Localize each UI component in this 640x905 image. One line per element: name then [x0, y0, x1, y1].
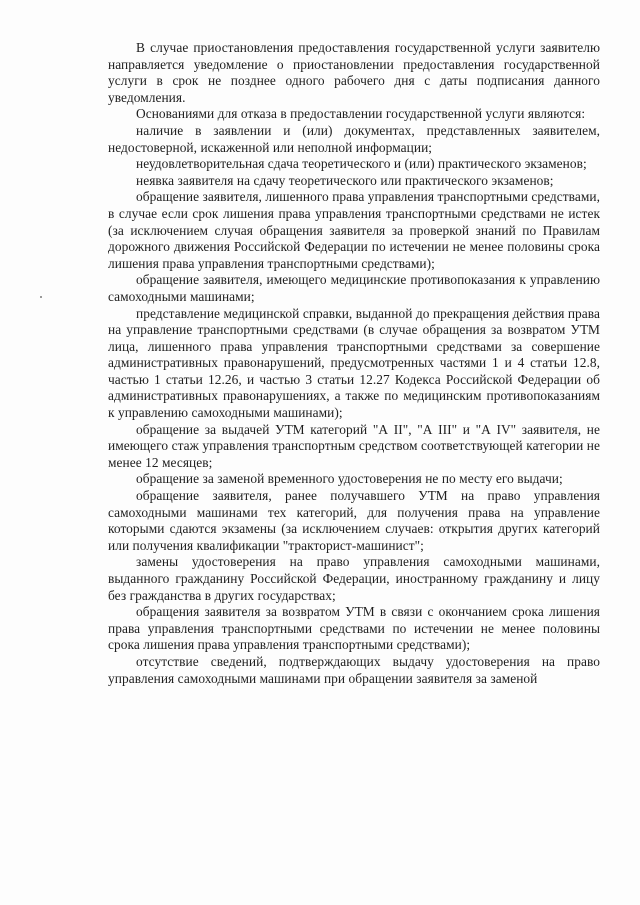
paragraph-foreign-license: замены удостоверения на право управления самоходными машинами, выданного гражданину Российской Федерации, иностранному гражданину и лицу без гражданства в других государствах;	[108, 554, 600, 603]
paragraph-suspension-notice: В случае приостановления предоставления государственной услуги заявителю направляется уведомление о приостановлении предоставления государственной услуги в срок не позднее одного рабочего дня с даты подписания данного уведомления.	[108, 40, 600, 105]
paragraph-previous-utm: обращение заявителя, ранее получавшего УТМ на право управления самоходными машинами тех категорий, для получения права на управление которыми сдаются экзамены (за исключением случаев: открытия других категорий или получения квалификации "тракторист-машинист";	[108, 488, 600, 553]
paragraph-category-experience: обращение за выдачей УТМ категорий "А II", "А III" и "А IV" заявителя, не имеющего стаж управления транспортным средством соответствующей категории не менее 12 месяцев;	[108, 421, 600, 470]
paragraph-deprived-applicant: обращение заявителя, лишенного права управления транспортными средствами, в случае если срок лишения права управления транспортными средствами не истек (за исключением случая обращения заявителя за проверкой знаний по Правилам дорожного движения Российской Федерации по истечении не менее половины срока лишения права управления транспортными средствами);	[108, 189, 600, 271]
paragraph-no-show: неявка заявителя на сдачу теоретического или практического экзаменов;	[136, 172, 554, 188]
paragraph-false-information: наличие в заявлении и (или) документах, представленных заявителем, недостоверной, искаженной или неполной информации;	[108, 122, 600, 155]
paragraph-failed-exam: неудовлетворительная сдача теоретического и (или) практического экзаменов;	[136, 156, 587, 172]
paragraph-medical-certificate: представление медицинской справки, выданной до прекращения действия права на управление транспортными средствами (в случае обращения за возвратом УТМ лица, лишенного права управления транспортными средствами за совершение административных правонарушений, предусмотренных частями 1 и 4 статьи 12.8, частью 1 статьи 12.26, и частью 3 статьи 12.27 Кодекса Российской Федерации об административных правонарушениях, а также по медицинским противопоказаниям к управлению самоходными машинами);	[108, 305, 600, 421]
paragraph-medical-contraindications: обращение заявителя, имеющего медицинские противопоказания к управлению самоходными машинами;	[108, 272, 600, 304]
document-body	[108, 40, 600, 687]
margin-dot	[40, 296, 42, 298]
paragraph-return-utm: обращения заявителя за возвратом УТМ в связи с окончанием срока лишения права управления транспортными средствами по истечении не менее половины срока лишения права управления транспортными средствами);	[108, 604, 600, 653]
paragraph-refusal-grounds-intro: Основаниями для отказа в предоставлении государственной услуги являются:	[136, 106, 586, 122]
paragraph-temporary-license: обращение за заменой временного удостоверения не по месту его выдачи;	[136, 471, 563, 487]
paragraph-missing-records: отсутствие сведений, подтверждающих выдачу удостоверения на право управления самоходными машинами при обращении заявителя за заменой	[108, 653, 600, 686]
